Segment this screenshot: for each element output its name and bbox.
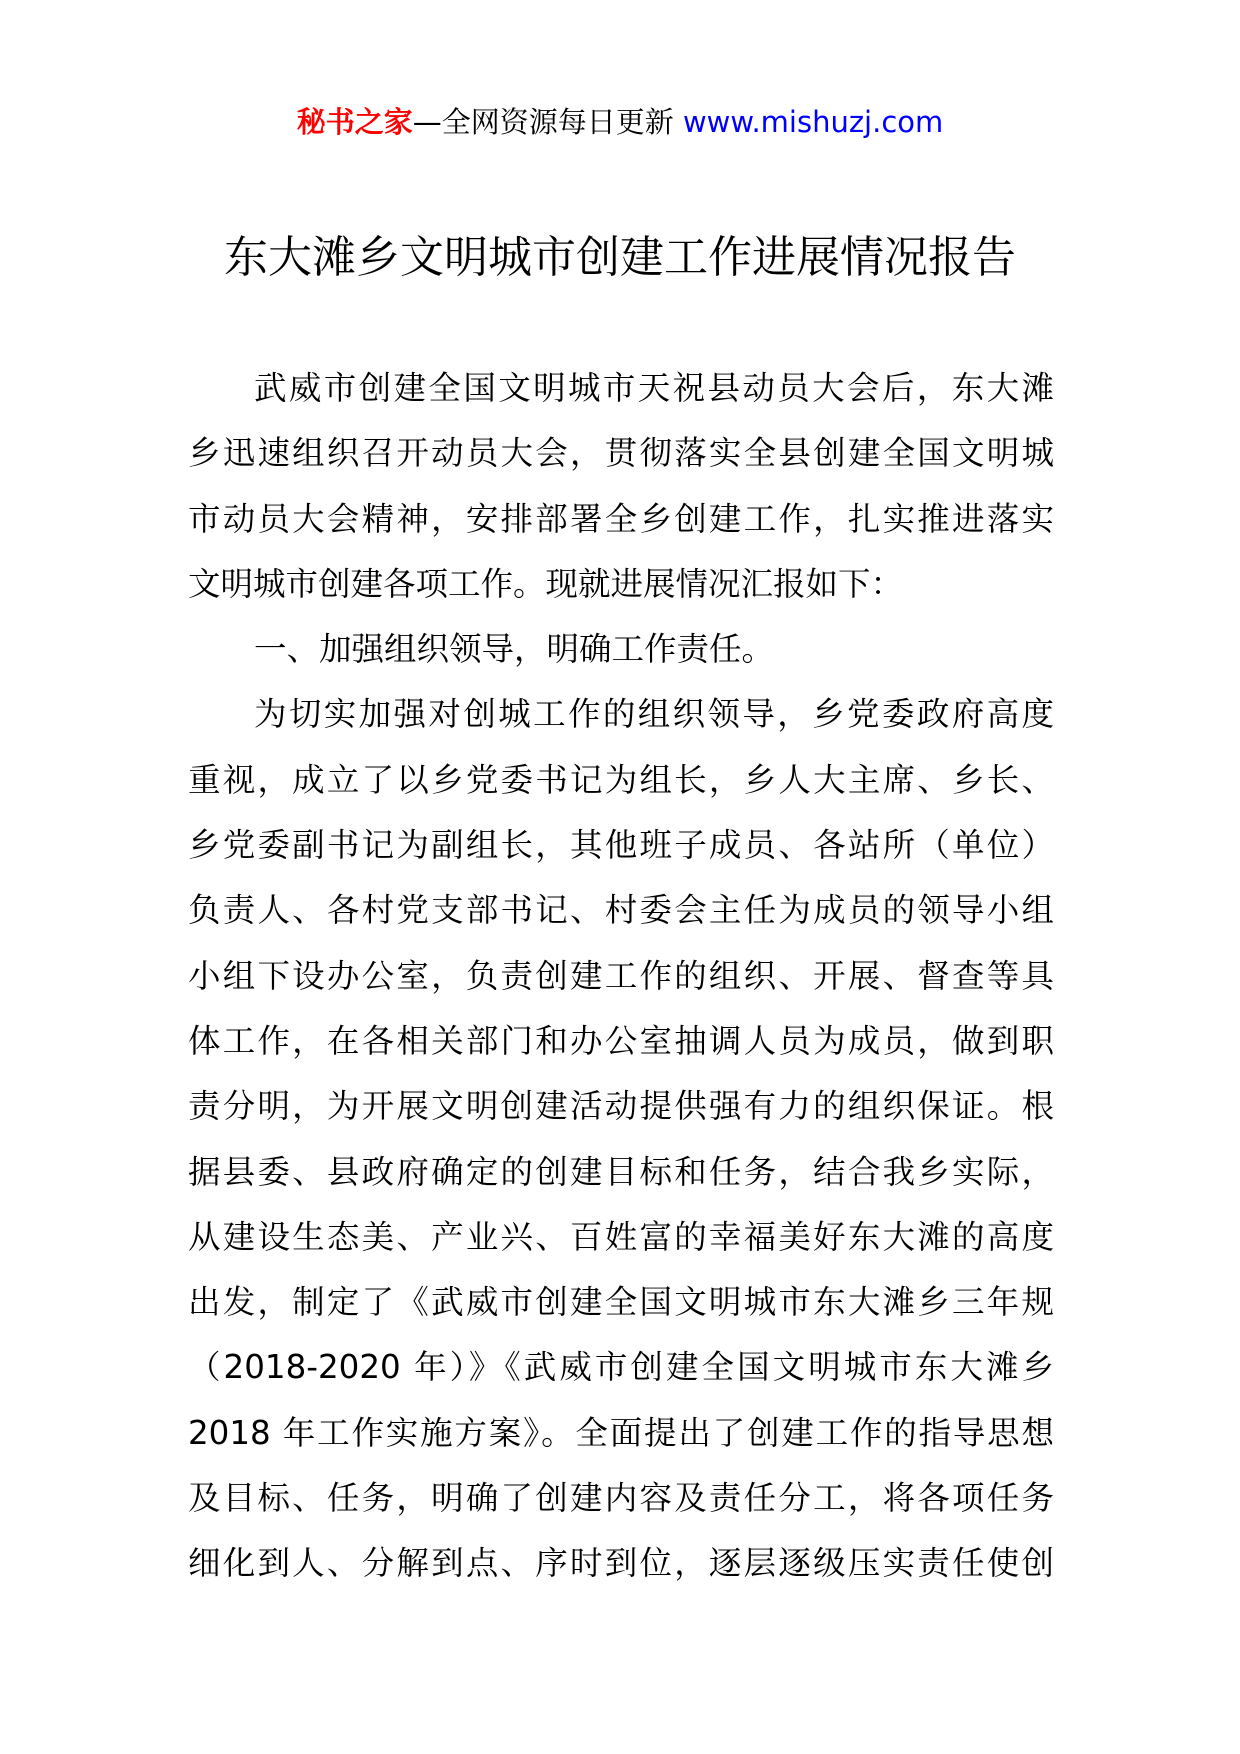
body-line: 乡党委副书记为副组长，其他班子成员、各站所（单位） [188, 826, 1054, 865]
banner-slogan: —全网资源每日更新 [412, 105, 674, 139]
body-line: 重视，成立了以乡党委书记为组长，乡人大主席、乡长、 [188, 760, 1054, 799]
body-line: 据县委、县政府确定的创建目标和任务，结合我乡实际， [188, 1152, 1054, 1191]
body-line: 2018 年工作实施方案》。全面提出了创建工作的指导思想 [188, 1413, 1054, 1452]
body-line: 细化到人、分解到点、序时到位，逐层逐级压实责任使创 [188, 1544, 1054, 1583]
site-url-link[interactable]: www.mishuzj.com [682, 105, 944, 139]
brand-name: 秘书之家 [296, 105, 413, 139]
body-line: 从建设生态美、产业兴、百姓富的幸福美好东大滩的高度 [188, 1217, 1054, 1256]
body-line: 乡迅速组织召开动员大会，贯彻落实全县创建全国文明城 [188, 434, 1054, 473]
body-line: 文明城市创建各项工作。现就进展情况汇报如下： [188, 564, 904, 603]
body-line: 为切实加强对创城工作的组织领导，乡党委政府高度 [254, 695, 1054, 734]
body-line: 责分明，为开展文明创建活动提供强有力的组织保证。根 [188, 1087, 1054, 1126]
document-body [188, 356, 1054, 1597]
site-banner [0, 102, 1240, 142]
body-line: 小组下设办公室，负责创建工作的组织、开展、督查等具 [188, 956, 1054, 995]
body-line: 体工作，在各相关部门和办公室抽调人员为成员，做到职 [188, 1021, 1054, 1060]
body-line: （2018-2020 年）》《武威市创建全国文明城市东大滩乡 [188, 1348, 1054, 1387]
body-line: 出发，制定了《武威市创建全国文明城市东大滩乡三年规 [188, 1283, 1054, 1322]
section-heading: 一、加强组织领导，明确工作责任。 [254, 630, 775, 669]
body-line: 武威市创建全国文明城市天祝县动员大会后，东大滩 [254, 369, 1054, 407]
document-title: 东大滩乡文明城市创建工作进展情况报告 [224, 232, 1016, 283]
body-line: 及目标、任务，明确了创建内容及责任分工，将各项任务 [188, 1479, 1054, 1518]
body-line: 负责人、各村党支部书记、村委会主任为成员的领导小组 [188, 891, 1054, 930]
body-line: 市动员大会精神，安排部署全乡创建工作，扎实推进落实 [188, 499, 1054, 538]
